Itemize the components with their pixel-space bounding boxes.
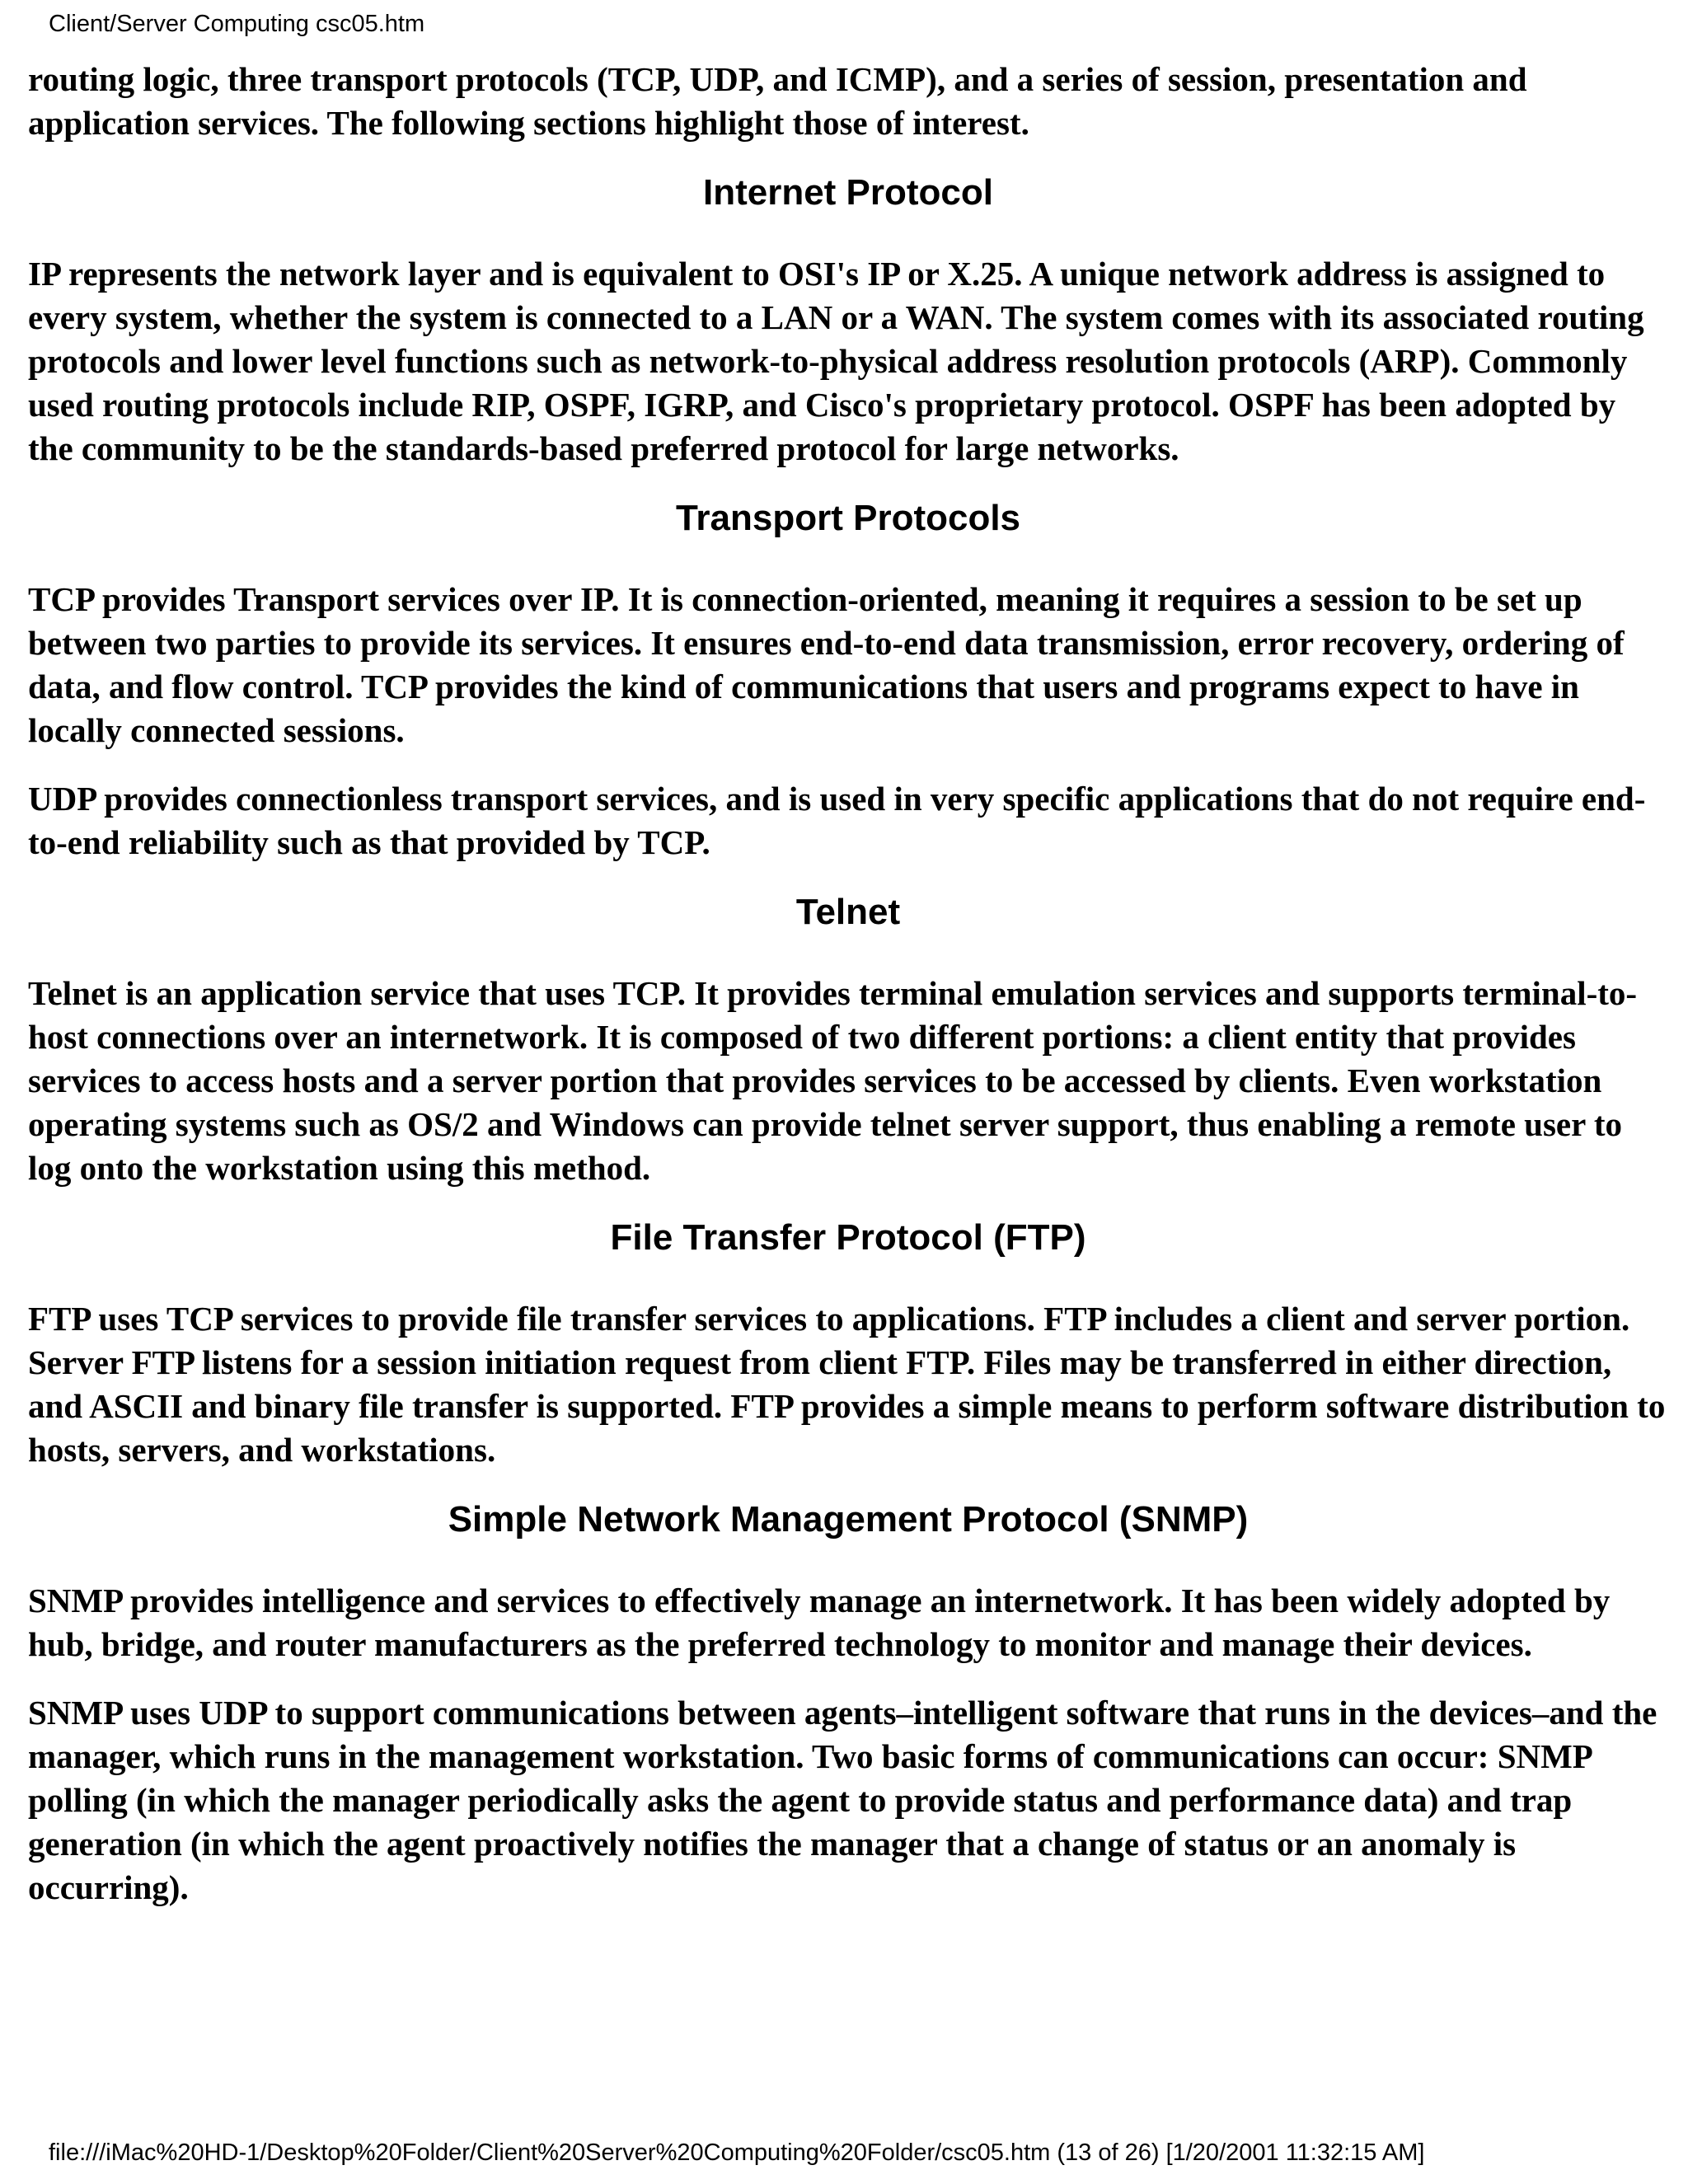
section-heading-internet-protocol: Internet Protocol [702,172,994,213]
paragraph-udp: UDP provides connectionless transport services, and is used in very specific applications that do not require end-to-end reliability such as that provided by TCP. [28,780,1646,861]
paragraph-snmp-overview: SNMP provides intelligence and services to effectively manage an internetwork. It has been widely adopted by hub, bridge, and router manufacturers as the preferred technology to monitor and manage their devices. [28,1582,1611,1663]
page-footer-url: file:///iMac%20HD-1/Desktop%20Folder/Client%20Server%20Computing%20Folder/csc05.htm (13 of 26) [1/20/2001 11:32:15 AM] [49,2139,1425,2166]
paragraph-snmp-communications: SNMP uses UDP to support communications between agents–intelligent software that runs in the devices–and the manager, which runs in the management workstation. Two basic forms of communications can occur: SNMP polling (in which the manager periodically asks the agent to provide status and performance data) and trap generation (in which the agent proactively notifies the manager that a change of status or an anomaly is occurring). [28,1694,1658,1906]
paragraph-ftp: FTP uses TCP services to provide file transfer services to applications. FTP includes a client and server portion. Server FTP listens for a session initiation request from client FTP. Files may be transferred in either direction, and ASCII and binary file transfer is supported. FTP provides a simple means to perform software distribution to hosts, servers, and workstations. [28,1300,1666,1469]
document-body [28,58,1668,2093]
section-heading-ftp: File Transfer Protocol (FTP) [610,1217,1086,1258]
section-heading-transport-protocols: Transport Protocols [675,498,1021,538]
section-heading-telnet: Telnet [795,892,901,932]
paragraph-telnet: Telnet is an application service that uses TCP. It provides terminal emulation services and supports terminal-to-host connections over an internetwork. It is composed of two different portions: a client entity that provides services to access hosts and a server portion that provides services to be accessed by clients. Even workstation operating systems such as OS/2 and Windows can provide telnet server support, thus enabling a remote user to log onto the workstation using this method. [28,974,1638,1187]
intro-paragraph: routing logic, three transport protocols (TCP, UDP, and ICMP), and a series of session, presentation and application services. The following sections highlight those of interest. [28,60,1527,142]
paragraph-tcp: TCP provides Transport services over IP. It is connection-oriented, meaning it requires a session to be set up between two parties to provide its services. It ensures end-to-end data transmission, error recovery, ordering of data, and flow control. TCP provides the kind of communications that users and programs expect to have in locally connected sessions. [28,580,1625,749]
section-heading-snmp: Simple Network Management Protocol (SNMP) [448,1499,1249,1540]
page-header: Client/Server Computing csc05.htm [49,11,425,37]
paragraph-internet-protocol: IP represents the network layer and is equivalent to OSI's IP or X.25. A unique network address is assigned to every system, whether the system is connected to a LAN or a WAN. The system comes with its associated routing protocols and lower level functions such as network-to-physical address resolution protocols (ARP). Commonly used routing protocols include RIP, OSPF, IGRP, and Cisco's proprietary protocol. OSPF has been adopted by the community to be the standards-based preferred protocol for large networks. [28,255,1644,467]
